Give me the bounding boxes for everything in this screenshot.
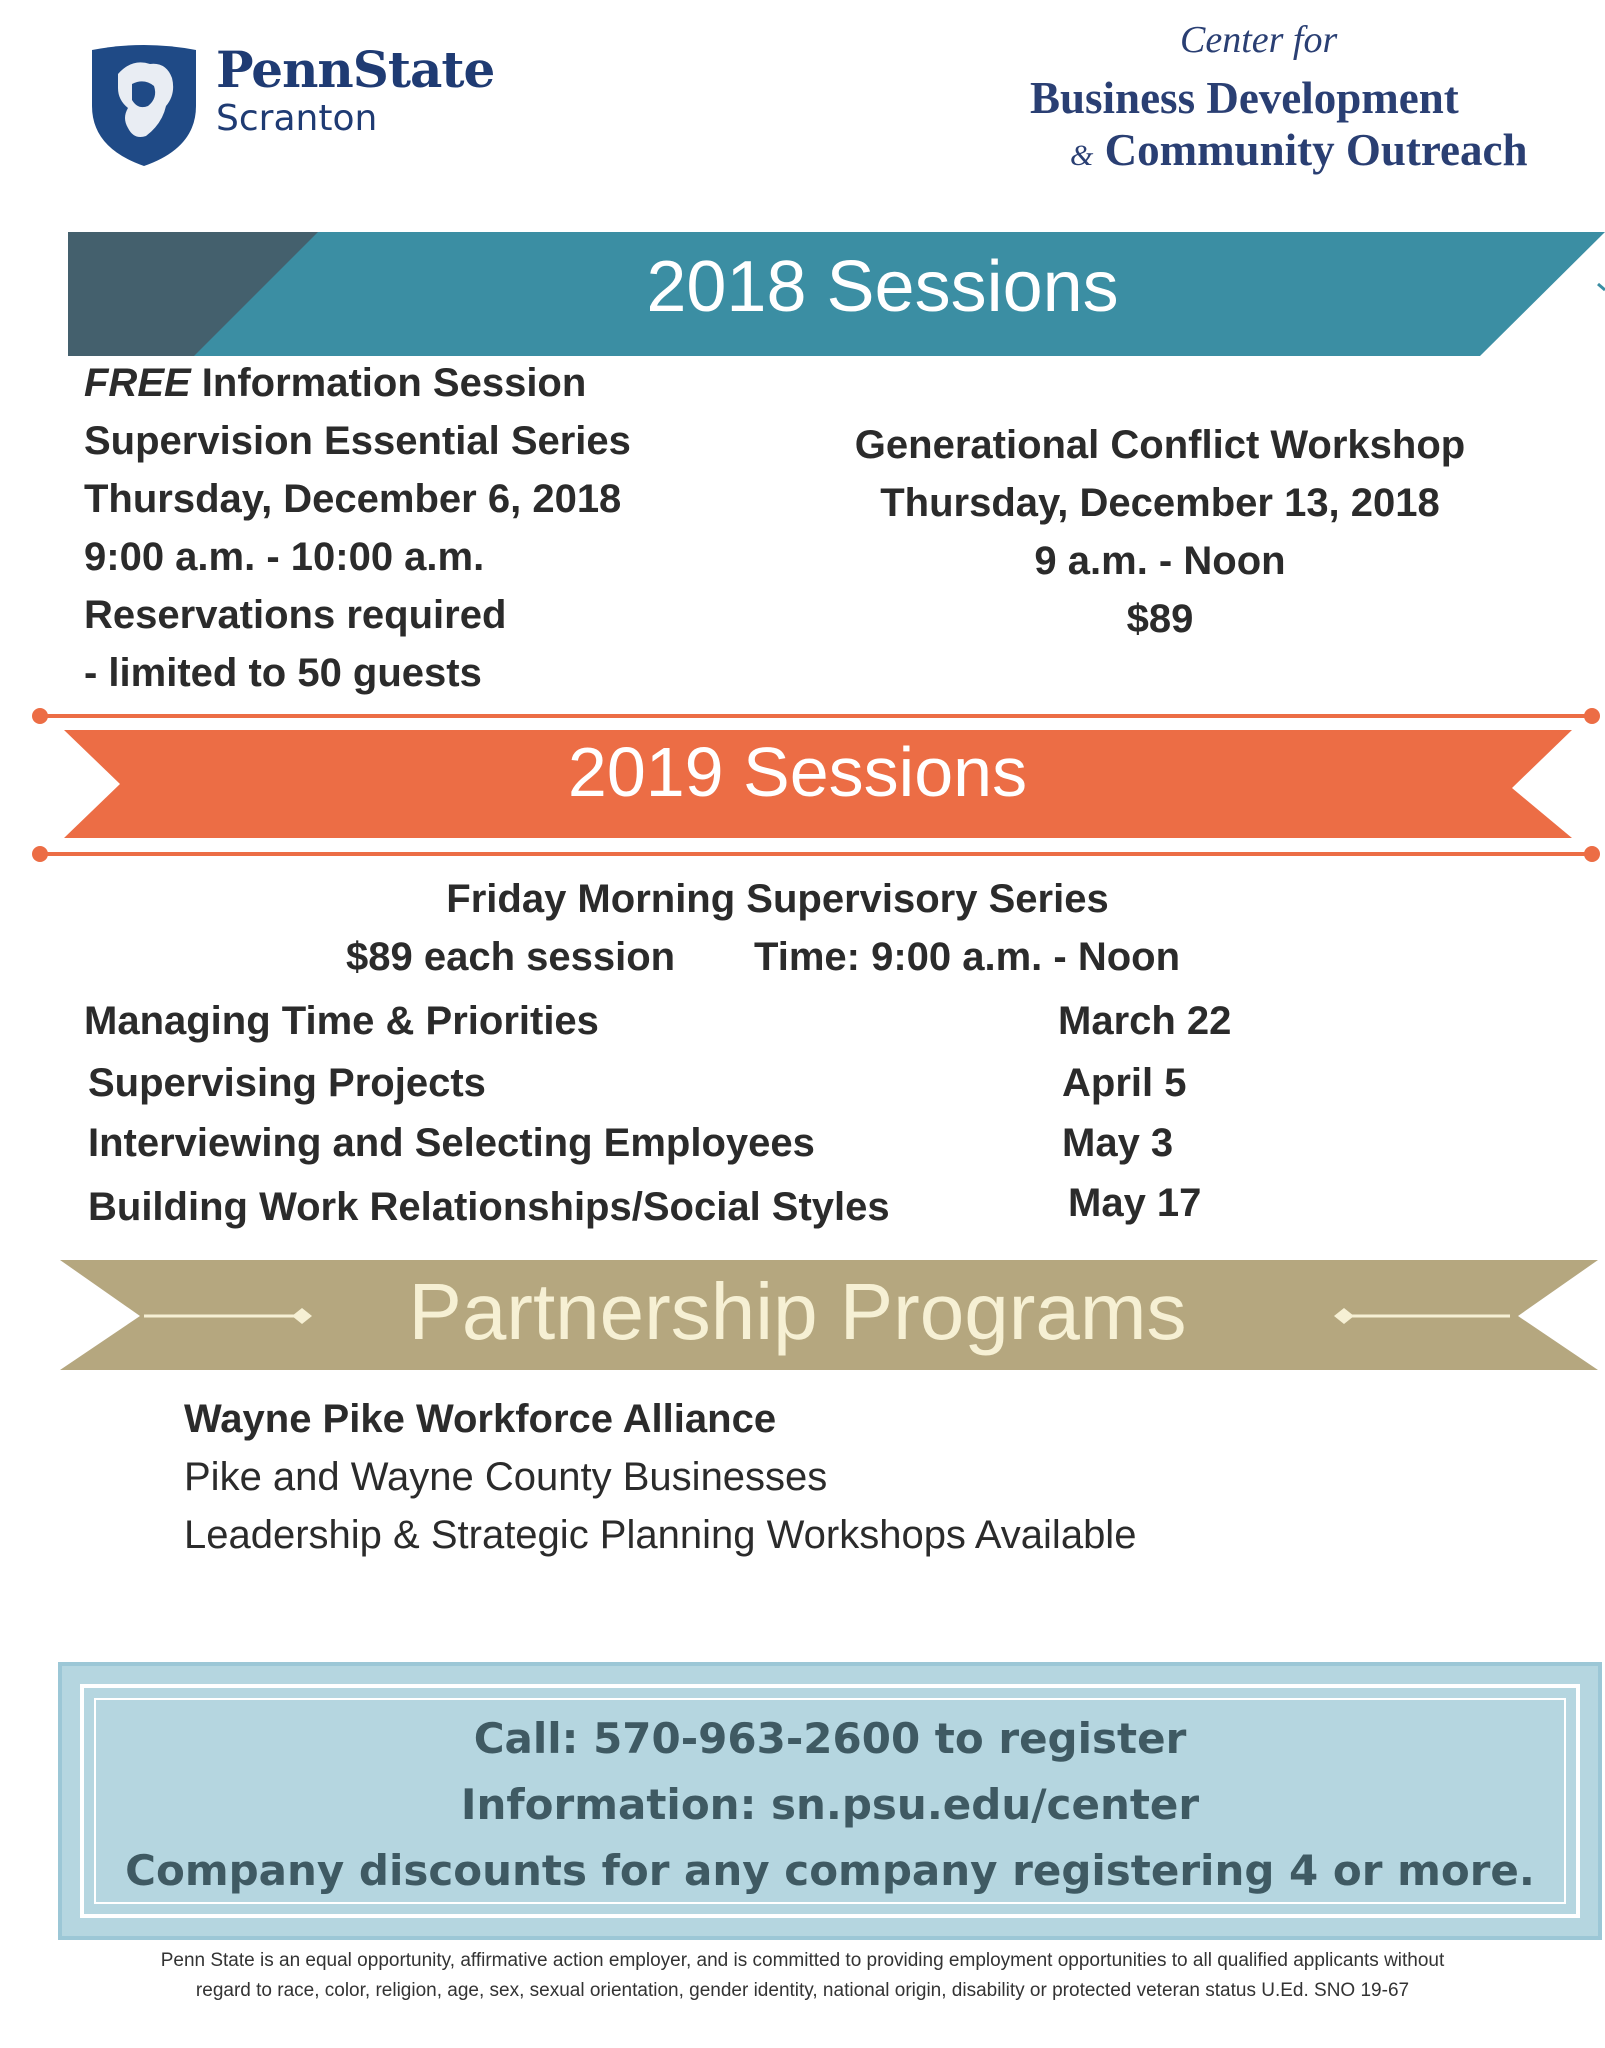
banner-2018-sessions: [0, 232, 1605, 358]
contact-box: [58, 1662, 1602, 1940]
banner-2019-sessions: [0, 708, 1605, 870]
footer-disclaimer-line1: Penn State is an equal opportunity, affirmative action employer, and is committed to providing employment opportunities to all qualified applicants without: [160, 1950, 1445, 1971]
center-name-line2-text: Community Outreach: [1104, 125, 1528, 175]
session-2018-left: [84, 354, 631, 702]
workshop-price: $89: [1126, 597, 1194, 641]
session-date: May 17: [1068, 1181, 1202, 1225]
center-for-label: Center for: [1180, 19, 1338, 61]
session-date: March 22: [1058, 999, 1232, 1043]
guest-limit-note: - limited to 50 guests: [84, 651, 482, 695]
session-name: Interviewing and Selecting Employees: [88, 1121, 815, 1165]
banner-partnership-programs: [0, 1260, 1605, 1372]
contact-phone: Call: 570-963-2600 to register: [473, 1714, 1187, 1763]
partner-audience: Pike and Wayne County Businesses: [184, 1455, 828, 1499]
session-date: Thursday, December 6, 2018: [84, 477, 622, 521]
footer-disclaimer-line2: regard to race, color, religion, age, sex, sexual orientation, gender identity, national origin, disability or protected veteran status U.Ed. SNO 19-67: [195, 1980, 1410, 2001]
contact-website: Information: sn.psu.edu/center: [460, 1780, 1200, 1829]
banner-2019-title: 2019 Sessions: [567, 733, 1028, 811]
session-name: Building Work Relationships/Social Styles: [88, 1185, 890, 1229]
partner-offer: Leadership & Strategic Planning Workshops Available: [184, 1513, 1137, 1557]
series-2019-price: $89 each session: [346, 935, 676, 979]
reservations-note: Reservations required: [84, 593, 507, 637]
penn-state-wordmark: PennState: [216, 40, 495, 99]
ampersand: &: [1070, 139, 1094, 172]
session-name: Supervising Projects: [88, 1061, 486, 1105]
series-2019-time: Time: 9:00 a.m. - Noon: [754, 935, 1181, 979]
session-name: Managing Time & Priorities: [84, 999, 599, 1043]
workshop-title: Generational Conflict Workshop: [854, 423, 1466, 467]
workshop-time: 9 a.m. - Noon: [1034, 539, 1286, 583]
free-label: FREE: [84, 361, 191, 405]
session-time: 9:00 a.m. - 10:00 a.m.: [84, 535, 485, 579]
banner-2018-title: 2018 Sessions: [646, 247, 1119, 327]
workshop-date: Thursday, December 13, 2018: [880, 481, 1440, 525]
banner-partnership-title: Partnership Programs: [408, 1267, 1187, 1356]
center-name-line2: [1070, 124, 1528, 176]
series-2019-title: Friday Morning Supervisory Series: [446, 877, 1109, 921]
session-2018-right: [800, 416, 1520, 648]
series-name: Supervision Essential Series: [84, 419, 631, 463]
free-info-session-line: [84, 354, 631, 412]
contact-discount: Company discounts for any company registering 4 or more.: [125, 1846, 1535, 1895]
center-name-line1: Business Development: [1030, 73, 1459, 123]
session-date: April 5: [1062, 1061, 1187, 1105]
campus-name: Scranton: [216, 98, 378, 139]
penn-state-shield-logo: [88, 44, 200, 168]
session-date: May 3: [1062, 1121, 1174, 1165]
partner-org-name: Wayne Pike Workforce Alliance: [184, 1397, 777, 1441]
info-session-label: Information Session: [190, 361, 587, 405]
